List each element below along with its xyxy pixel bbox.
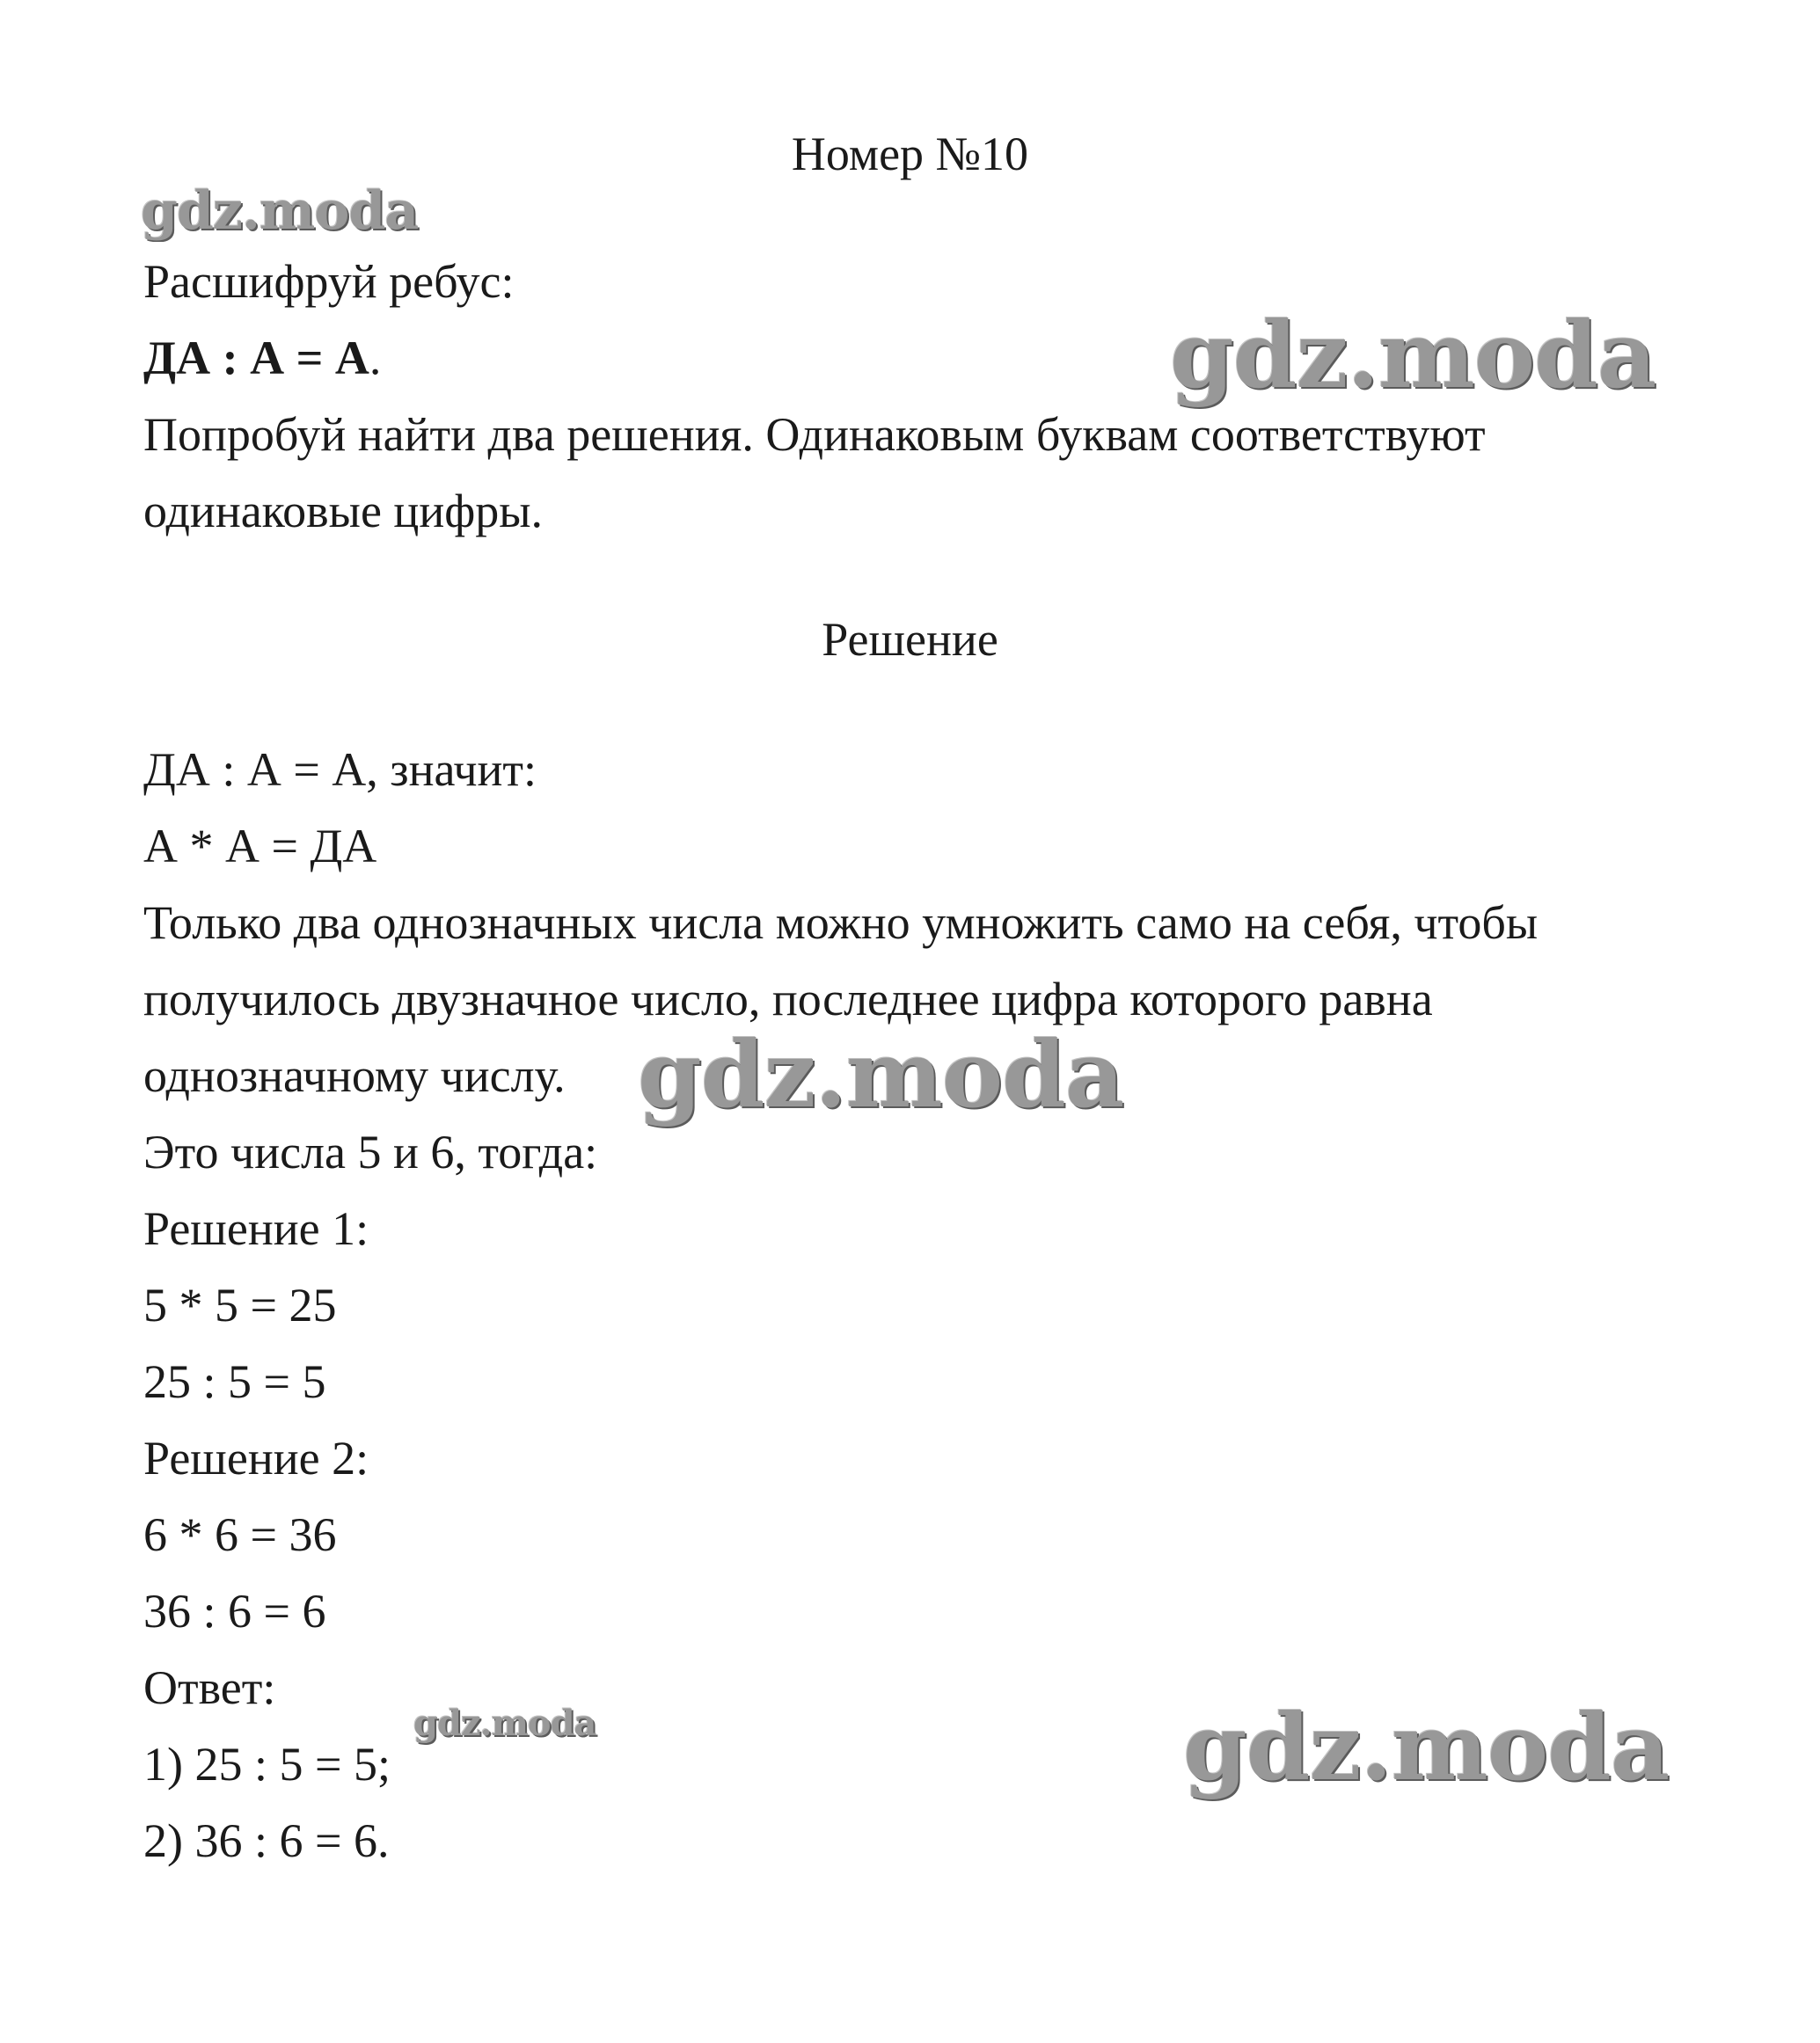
- answer-line: 1) 25 : 5 = 5;: [143, 1738, 391, 1791]
- solution-line: Это числа 5 и 6, тогда:: [143, 1126, 598, 1178]
- solution-line: ДА : А = А, значит:: [143, 743, 537, 796]
- solution-line: получилось двузначное число, последнее цифра которого равна: [143, 973, 1433, 1025]
- watermark-logo: gdz.moda: [141, 180, 419, 242]
- watermark-logo: gdz.moda: [638, 1020, 1124, 1128]
- task-rebus: [143, 334, 381, 382]
- solution-line: 5 * 5 = 25: [143, 1279, 337, 1332]
- solution-line: Решение 1:: [143, 1202, 369, 1255]
- task-intro: Расшифруй ребус:: [143, 255, 515, 308]
- solution-line: 6 * 6 = 36: [143, 1508, 337, 1561]
- solution-line: А * А = ДА: [143, 820, 377, 872]
- watermark-logo: gdz.moda: [1170, 301, 1656, 409]
- answer-heading: Ответ:: [143, 1661, 276, 1714]
- watermark-logo: gdz.moda: [1183, 1693, 1670, 1801]
- rebus-period: .: [369, 332, 382, 384]
- solution-line: 36 : 6 = 6: [143, 1585, 326, 1638]
- page-title: Номер №10: [791, 128, 1029, 180]
- task-description-line: одинаковые цифры.: [143, 485, 543, 537]
- task-description-line: Попробуй найти два решения. Одинаковым буквам соответствуют: [143, 408, 1486, 461]
- solution-heading: Решение: [822, 613, 998, 666]
- solution-line: Только два однозначных числа можно умножить само на себя, чтобы: [143, 896, 1539, 949]
- rebus-expression: ДА : А = А: [143, 332, 369, 384]
- answer-line: 2) 36 : 6 = 6.: [143, 1814, 390, 1867]
- solution-line: 25 : 5 = 5: [143, 1355, 326, 1408]
- solution-line: Решение 2:: [143, 1432, 369, 1485]
- solution-line: однозначному числу.: [143, 1049, 566, 1102]
- watermark-logo: gdz.moda: [413, 1703, 596, 1744]
